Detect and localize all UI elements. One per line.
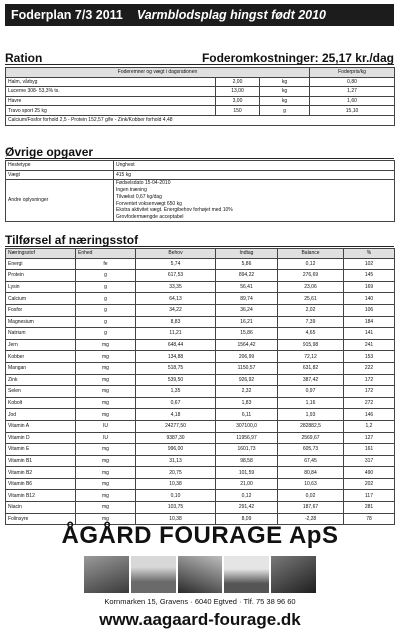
- nutrient-intake: 291,42: [216, 502, 278, 514]
- ration-unit: kg: [260, 87, 310, 97]
- nutrient-unit: g: [76, 328, 136, 340]
- nutrients-header-cell: Enhed: [76, 249, 136, 259]
- nutrient-balance: 0,12: [278, 258, 344, 270]
- nutrient-need: 20,75: [136, 467, 216, 479]
- other-info-line: Forventet voksenvægt 650 kg: [116, 200, 182, 207]
- nutrient-name: Niacin: [6, 502, 76, 514]
- nutrient-intake: 0,12: [216, 490, 278, 502]
- nutrient-need: 103,75: [136, 502, 216, 514]
- nutrient-percent: 172: [344, 374, 395, 386]
- nutrient-balance: 0,02: [278, 490, 344, 502]
- ration-row: [6, 77, 395, 87]
- nutrient-percent: 169: [344, 281, 395, 293]
- photo-hay: [84, 556, 129, 593]
- nutrient-unit: fe: [76, 258, 136, 270]
- ration-title: Ration: [5, 51, 43, 65]
- nutrient-intake: 101,59: [216, 467, 278, 479]
- nutrient-intake: 926,92: [216, 374, 278, 386]
- other-rule: [5, 158, 394, 159]
- nutrient-unit: mg: [76, 455, 136, 467]
- ration-price: 0,80: [310, 77, 395, 87]
- ration-feed: Lucerne 308- 53,3% ts.: [6, 87, 216, 97]
- nutrient-name: Jod: [6, 409, 76, 421]
- nutrient-intake: 1,83: [216, 397, 278, 409]
- nutrient-need: 5,74: [136, 258, 216, 270]
- ration-rule: [5, 64, 394, 65]
- ration-amount: 13,00: [216, 87, 260, 97]
- header-subtitle: Varmblodsplag hingst født 2010: [136, 8, 327, 22]
- nutrient-row: [6, 455, 395, 467]
- photo-tractor: [224, 556, 269, 593]
- ration-amount: 150: [216, 106, 260, 116]
- photo-strip: [84, 556, 316, 593]
- nutrient-need: 518,75: [136, 362, 216, 374]
- nutrient-need: 10,38: [136, 513, 216, 525]
- nutrient-intake: 1564,42: [216, 339, 278, 351]
- nutrient-need: 10,38: [136, 478, 216, 490]
- nutrients-header-cell: Indtag: [216, 249, 278, 259]
- nutrient-balance: 25,61: [278, 293, 344, 305]
- nutrient-unit: mg: [76, 502, 136, 514]
- nutrient-intake: 1601,73: [216, 444, 278, 456]
- other-value: Unghest: [114, 161, 395, 171]
- nutrient-percent: 153: [344, 351, 395, 363]
- nutrient-need: 0,67: [136, 397, 216, 409]
- nutrient-intake: 2,32: [216, 386, 278, 398]
- nutrient-need: 4,18: [136, 409, 216, 421]
- nutrient-row: [6, 339, 395, 351]
- nutrient-percent: 140: [344, 293, 395, 305]
- nutrient-balance: 23,06: [278, 281, 344, 293]
- other-row-weight: [6, 170, 395, 180]
- nutrient-percent: 202: [344, 478, 395, 490]
- nutrient-name: Jern: [6, 339, 76, 351]
- nutrient-name: Kobolt: [6, 397, 76, 409]
- ration-header-feed: Foderemner og vægt i dagsrationen: [6, 68, 310, 78]
- nutrient-name: Fosfor: [6, 304, 76, 316]
- nutrient-unit: g: [76, 304, 136, 316]
- nutrient-name: Vitamin B2: [6, 467, 76, 479]
- ration-feed: Havre: [6, 96, 216, 106]
- nutrient-intake: 6,11: [216, 409, 278, 421]
- other-value: 415 kg: [114, 170, 395, 180]
- nutrient-intake: 36,24: [216, 304, 278, 316]
- nutrient-row: [6, 409, 395, 421]
- nutrient-unit: mg: [76, 478, 136, 490]
- company-website[interactable]: www.aagaard-fourage.dk: [99, 610, 301, 629]
- nutrient-unit: mg: [76, 467, 136, 479]
- nutrient-intake: 8,09: [216, 513, 278, 525]
- nutrient-row: [6, 386, 395, 398]
- photo-field: [131, 556, 176, 593]
- other-info-line: Grovfodermængde acceptabel: [116, 214, 184, 221]
- nutrient-row: [6, 270, 395, 282]
- nutrient-need: 996,00: [136, 444, 216, 456]
- other-info-value: [114, 180, 395, 222]
- nutrient-need: 134,88: [136, 351, 216, 363]
- nutrient-intake: 307100,0: [216, 420, 278, 432]
- nutrients-header-cell: Næringsstof: [6, 249, 76, 259]
- nutrient-need: 617,53: [136, 270, 216, 282]
- nutrient-row: [6, 432, 395, 444]
- nutrient-balance: 276,69: [278, 270, 344, 282]
- nutrients-table: [5, 248, 395, 525]
- nutrient-percent: 117: [344, 490, 395, 502]
- nutrients-header-cell: Behov: [136, 249, 216, 259]
- nutrient-balance: 4,65: [278, 328, 344, 340]
- nutrient-unit: mg: [76, 386, 136, 398]
- ration-table: [5, 67, 395, 126]
- nutrient-row: [6, 420, 395, 432]
- nutrient-name: Selen: [6, 386, 76, 398]
- nutrient-unit: mg: [76, 397, 136, 409]
- nutrient-balance: 67,45: [278, 455, 344, 467]
- ration-price: 1,60: [310, 96, 395, 106]
- nutrient-percent: 106: [344, 304, 395, 316]
- nutrient-name: Vitamin A: [6, 420, 76, 432]
- nutrient-row: [6, 397, 395, 409]
- nutrient-row: [6, 467, 395, 479]
- nutrient-name: Lysin: [6, 281, 76, 293]
- nutrient-name: Natrium: [6, 328, 76, 340]
- nutrient-unit: mg: [76, 351, 136, 363]
- nutrient-balance: 2,02: [278, 304, 344, 316]
- other-row-type: [6, 161, 395, 171]
- nutrient-unit: g: [76, 316, 136, 328]
- nutrient-row: [6, 316, 395, 328]
- nutrient-balance: -2,28: [278, 513, 344, 525]
- ration-note-row: [6, 115, 395, 125]
- nutrient-percent: 272: [344, 397, 395, 409]
- nutrient-row: [6, 258, 395, 270]
- ration-row: [6, 106, 395, 116]
- other-info-line: Fødselsdato 15-04-2010: [116, 180, 171, 187]
- nutrient-need: 648,44: [136, 339, 216, 351]
- nutrient-unit: mg: [76, 374, 136, 386]
- nutrient-row: [6, 362, 395, 374]
- nutrient-unit: mg: [76, 490, 136, 502]
- nutrient-percent: 78: [344, 513, 395, 525]
- nutrient-row: [6, 490, 395, 502]
- nutrient-percent: 146: [344, 409, 395, 421]
- nutrient-row: [6, 444, 395, 456]
- ration-amount: 2,00: [216, 77, 260, 87]
- nutrient-intake: 15,86: [216, 328, 278, 340]
- nutrient-intake: 894,22: [216, 270, 278, 282]
- nutrient-name: Mangan: [6, 362, 76, 374]
- nutrient-intake: 16,21: [216, 316, 278, 328]
- nutrient-balance: 1,93: [278, 409, 344, 421]
- nutrient-name: Vitamin E: [6, 444, 76, 456]
- other-info-label: Andre oplysninger: [6, 180, 114, 222]
- nutrient-balance: 387,42: [278, 374, 344, 386]
- other-label: Vægt: [6, 170, 114, 180]
- nutrient-percent: 102: [344, 258, 395, 270]
- nutrient-balance: 2569,67: [278, 432, 344, 444]
- nutrient-row: [6, 351, 395, 363]
- nutrient-balance: 80,84: [278, 467, 344, 479]
- photo-horse: [178, 556, 223, 593]
- other-table: [5, 160, 395, 222]
- ration-unit: kg: [260, 96, 310, 106]
- nutrients-header-row: [6, 249, 395, 259]
- company-address: Kornmarken 15, Gravens · 6040 Egtved · Tlf. 75 38 96 60: [104, 597, 296, 606]
- nutrient-need: 34,22: [136, 304, 216, 316]
- nutrient-need: 539,50: [136, 374, 216, 386]
- nutrient-percent: 241: [344, 339, 395, 351]
- ration-feed: Travo sport 25 kg: [6, 106, 216, 116]
- nutrient-balance: 187,67: [278, 502, 344, 514]
- nutrient-name: Folinsyre: [6, 513, 76, 525]
- other-info-line: Ekstra aktivitet vægt. Energibehov forhøjet med 10%: [116, 207, 233, 214]
- nutrients-rule: [5, 246, 394, 247]
- nutrient-unit: g: [76, 293, 136, 305]
- nutrient-name: Vitamin D: [6, 432, 76, 444]
- nutrient-percent: 145: [344, 270, 395, 282]
- nutrient-need: 33,35: [136, 281, 216, 293]
- nutrient-percent: 317: [344, 455, 395, 467]
- other-info-line: Tilvækst 0,67 kg/dag: [116, 193, 162, 200]
- ration-unit: kg: [260, 77, 310, 87]
- nutrient-name: Zink: [6, 374, 76, 386]
- nutrient-row: [6, 293, 395, 305]
- nutrient-balance: 631,82: [278, 362, 344, 374]
- ration-feed: Halm, vårbyg: [6, 77, 216, 87]
- ration-header-row: [6, 68, 395, 78]
- nutrient-name: Energi: [6, 258, 76, 270]
- nutrient-balance: 7,39: [278, 316, 344, 328]
- nutrient-balance: 282882,5: [278, 420, 344, 432]
- nutrient-balance: 915,98: [278, 339, 344, 351]
- other-title: Øvrige opgaver: [5, 145, 94, 159]
- nutrient-intake: 21,00: [216, 478, 278, 490]
- nutrient-percent: 127: [344, 432, 395, 444]
- nutrient-intake: 98,58: [216, 455, 278, 467]
- nutrient-percent: 184: [344, 316, 395, 328]
- nutrient-name: Magnesium: [6, 316, 76, 328]
- nutrient-need: 24277,50: [136, 420, 216, 432]
- nutrient-unit: mg: [76, 444, 136, 456]
- nutrient-percent: 490: [344, 467, 395, 479]
- nutrient-need: 64,13: [136, 293, 216, 305]
- nutrient-unit: mg: [76, 362, 136, 374]
- nutrient-percent: 172: [344, 386, 395, 398]
- nutrient-need: 0,10: [136, 490, 216, 502]
- nutrient-percent: 1,2: [344, 420, 395, 432]
- header-bar: [5, 4, 394, 26]
- nutrient-need: 31,13: [136, 455, 216, 467]
- other-row-info: [6, 180, 395, 222]
- nutrient-row: [6, 281, 395, 293]
- nutrient-intake: 56,41: [216, 281, 278, 293]
- nutrient-row: [6, 374, 395, 386]
- ration-row: [6, 87, 395, 97]
- ration-row: [6, 96, 395, 106]
- nutrient-row: [6, 502, 395, 514]
- other-label: Hestetype: [6, 161, 114, 171]
- feed-cost: Foderomkostninger: 25,17 kr./dag: [201, 51, 394, 65]
- nutrient-need: 8,83: [136, 316, 216, 328]
- nutrient-row: [6, 304, 395, 316]
- nutrient-intake: 206,99: [216, 351, 278, 363]
- nutrient-unit: IU: [76, 432, 136, 444]
- nutrient-unit: mg: [76, 339, 136, 351]
- nutrient-name: Vitamin B1: [6, 455, 76, 467]
- nutrient-intake: 5,86: [216, 258, 278, 270]
- nutrient-need: 9387,30: [136, 432, 216, 444]
- nutrient-percent: 161: [344, 444, 395, 456]
- nutrient-percent: 281: [344, 502, 395, 514]
- nutrient-balance: 1,16: [278, 397, 344, 409]
- nutrient-unit: mg: [76, 513, 136, 525]
- nutrient-balance: 605,73: [278, 444, 344, 456]
- nutrient-name: Vitamin B6: [6, 478, 76, 490]
- nutrient-name: Vitamin B12: [6, 490, 76, 502]
- photo-stable: [271, 556, 316, 593]
- nutrient-intake: 1150,57: [216, 362, 278, 374]
- ration-note: Calcium/Fosfor forhold 2,5 - Protein 152,57 g/fe - Zink/Kobber forhold 4,48: [6, 115, 395, 125]
- nutrient-name: Protein: [6, 270, 76, 282]
- nutrient-unit: g: [76, 281, 136, 293]
- nutrient-balance: 10,63: [278, 478, 344, 490]
- nutrient-intake: 89,74: [216, 293, 278, 305]
- nutrient-need: 1,35: [136, 386, 216, 398]
- ration-header-price: Foderpris/kg: [310, 68, 395, 78]
- nutrient-row: [6, 328, 395, 340]
- nutrient-need: 11,21: [136, 328, 216, 340]
- nutrients-header-cell: Balance: [278, 249, 344, 259]
- ration-unit: g: [260, 106, 310, 116]
- nutrient-unit: g: [76, 270, 136, 282]
- nutrient-percent: 141: [344, 328, 395, 340]
- nutrient-unit: mg: [76, 409, 136, 421]
- ration-amount: 3,00: [216, 96, 260, 106]
- ration-price: 15,10: [310, 106, 395, 116]
- ration-price: 1,27: [310, 87, 395, 97]
- nutrients-header-cell: %: [344, 249, 395, 259]
- company-logo: ÅGÅRD FOURAGE ApS: [61, 522, 339, 549]
- nutrient-intake: 11956,97: [216, 432, 278, 444]
- nutrient-name: Calcium: [6, 293, 76, 305]
- other-info-line: Ingen træning: [116, 186, 147, 193]
- nutrients-title: Tilførsel af næringsstof: [5, 233, 139, 247]
- nutrient-name: Kobber: [6, 351, 76, 363]
- nutrient-balance: 72,12: [278, 351, 344, 363]
- nutrient-percent: 222: [344, 362, 395, 374]
- nutrient-unit: IU: [76, 420, 136, 432]
- nutrient-row: [6, 478, 395, 490]
- header-title: Foderplan 7/3 2011: [11, 8, 123, 22]
- nutrient-balance: 0,97: [278, 386, 344, 398]
